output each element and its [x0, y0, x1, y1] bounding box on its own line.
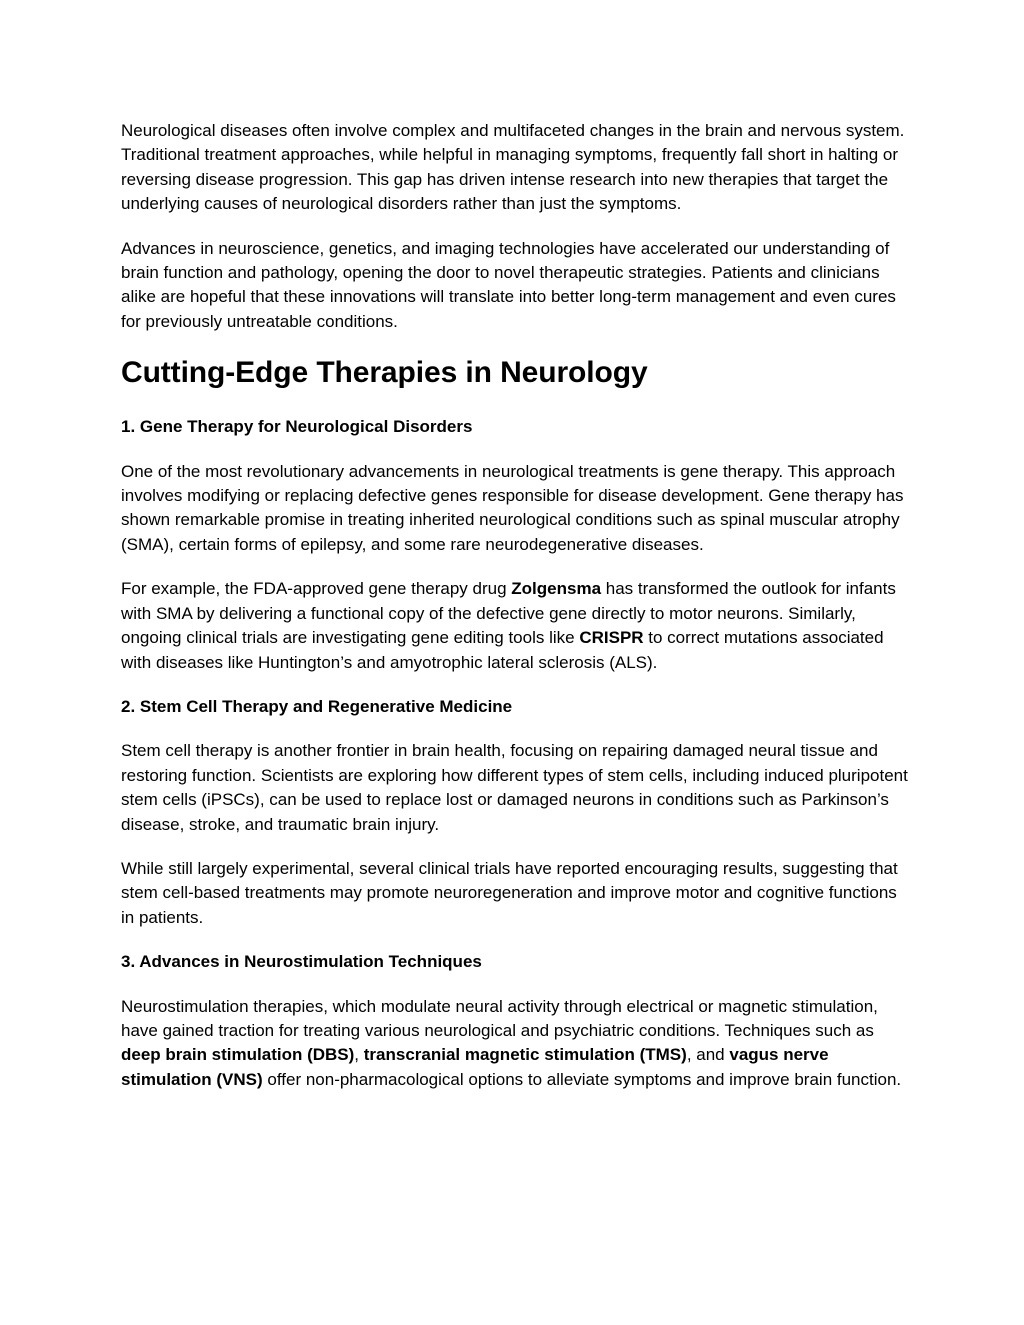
- document-page: [121, 119, 911, 1112]
- text-run: , and: [686, 1045, 730, 1065]
- dbs-term: deep brain stimulation (DBS): [121, 1045, 355, 1065]
- gene-therapy-heading: 1. Gene Therapy for Neurological Disorders: [121, 417, 473, 437]
- neurostimulation-paragraph-1: [121, 995, 911, 1093]
- text-run: ,: [354, 1045, 364, 1065]
- stem-cell-heading: 2. Stem Cell Therapy and Regenerative Medicine: [121, 696, 513, 716]
- text-run: For example, the FDA-approved gene therapy drug: [121, 579, 512, 599]
- zolgensma-term: Zolgensma: [511, 579, 602, 599]
- gene-therapy-paragraph-1: One of the most revolutionary advancements in neurological treatments is gene therapy. This approach involves modifying or replacing defective genes responsible for disease development. Gene therapy has shown remarkable promise in treating inherited neurological conditions such as spinal muscular atrophy (SMA), certain forms of epilepsy, and some rare neurodegenerative diseases.: [121, 461, 904, 554]
- crispr-term: CRISPR: [579, 628, 644, 648]
- stem-cell-paragraph-1: Stem cell therapy is another frontier in brain health, focusing on repairing damaged neural tissue and restoring function. Scientists are exploring how different types of stem cells, including induced pluripotent stem cells (iPSCs), can be used to replace lost or damaged neurons in conditions such as Parkinson’s disease, stroke, and traumatic brain injury.: [121, 741, 908, 834]
- stem-cell-paragraph-2: While still largely experimental, several clinical trials have reported encouraging results, suggesting that stem cell-based treatments may promote neuroregeneration and improve motor and cognitive functions in patients.: [121, 858, 898, 927]
- text-run: to correct mutations associated with diseases like Huntington’s and amyotrophic lateral sclerosis (ALS).: [121, 628, 884, 672]
- vns-term: vagus nerve stimulation (VNS): [121, 1045, 829, 1089]
- text-run: has transformed the outlook for infants with SMA by delivering a functional copy of the defective gene directly to motor neurons. Similarly, ongoing clinical trials are investigating gene editing tools like: [121, 579, 896, 648]
- neurostimulation-heading: 3. Advances in Neurostimulation Techniques: [121, 952, 482, 972]
- gene-therapy-paragraph-2: [121, 577, 911, 675]
- section-heading: Cutting-Edge Therapies in Neurology: [121, 356, 648, 390]
- tms-term: transcranial magnetic stimulation (TMS): [363, 1045, 687, 1065]
- text-run: offer non-pharmacological options to alleviate symptoms and improve brain function.: [262, 1069, 902, 1089]
- intro-paragraph-1: Neurological diseases often involve complex and multifaceted changes in the brain and nervous system. Traditional treatment approaches, while helpful in managing symptoms, frequently fall short in halting or reversing disease progression. This gap has driven intense research into new therapies that target the underlying causes of neurological disorders rather than just the symptoms.: [121, 121, 905, 214]
- intro-paragraph-2: Advances in neuroscience, genetics, and imaging technologies have accelerated our understanding of brain function and pathology, opening the door to novel therapeutic strategies. Patients and clinicians alike are hopeful that these innovations will translate into better long-term management and even cures for previously untreatable conditions.: [121, 238, 896, 331]
- text-run: Neurostimulation therapies, which modulate neural activity through electrical or magnetic stimulation, have gained traction for treating various neurological and psychiatric conditions. Techniques such as: [121, 996, 878, 1040]
